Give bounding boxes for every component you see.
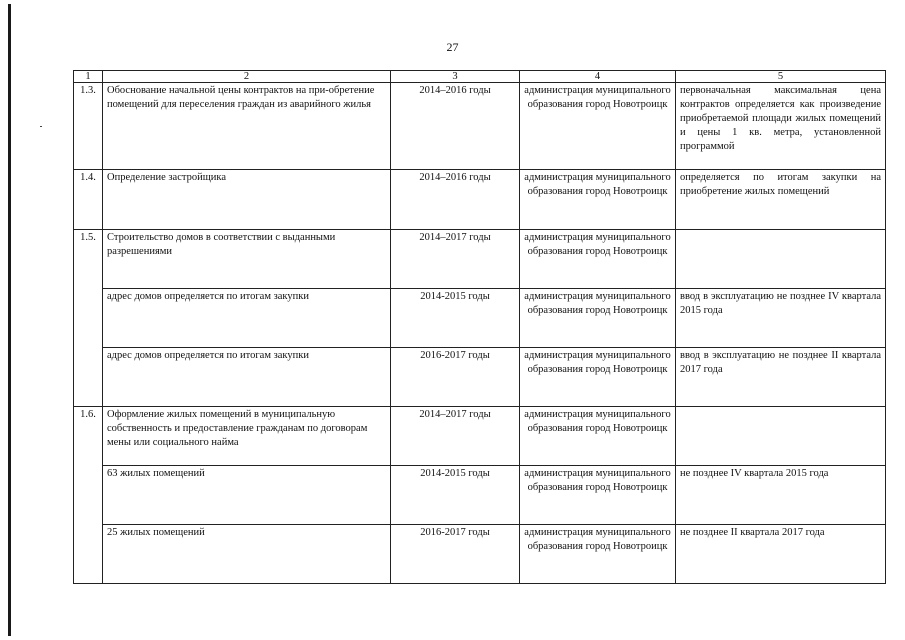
row-activity: 63 жилых помещений <box>103 466 391 525</box>
row-number: 1.5. <box>74 230 103 407</box>
row-number: 1.4. <box>74 170 103 230</box>
row-term: 2014–2016 годы <box>391 170 520 230</box>
row-activity: Определение застройщика <box>103 170 391 230</box>
table-row <box>74 407 886 466</box>
row-term: 2016-2017 годы <box>391 348 520 407</box>
col-header-3: 3 <box>391 71 520 83</box>
row-executor: администрация муниципального образования город Новотроицк <box>520 466 676 525</box>
table-row <box>74 466 886 525</box>
row-term: 2014–2017 годы <box>391 230 520 289</box>
measures-table <box>73 70 886 584</box>
row-term: 2014–2016 годы <box>391 83 520 170</box>
row-executor: администрация муниципального образования город Новотроицк <box>520 230 676 289</box>
table-row <box>74 83 886 170</box>
row-activity: адрес домов определяется по итогам закупки <box>103 289 391 348</box>
page-number: 27 <box>446 40 459 54</box>
row-result: ввод в эксплуатацию не позднее II квартала 2017 года <box>676 348 886 407</box>
table-row <box>74 525 886 584</box>
row-number: 1.6. <box>74 407 103 584</box>
row-result: определяется по итогам закупки на приобретение жилых помещений <box>676 170 886 230</box>
row-activity: 25 жилых помещений <box>103 525 391 584</box>
scan-edge-line <box>8 4 11 636</box>
row-executor: администрация муниципального образования город Новотроицк <box>520 83 676 170</box>
row-result <box>676 407 886 466</box>
row-term: 2014–2017 годы <box>391 407 520 466</box>
col-header-5: 5 <box>676 71 886 83</box>
row-executor: администрация муниципального образования город Новотроицк <box>520 407 676 466</box>
row-number: 1.3. <box>74 83 103 170</box>
scan-speck <box>40 126 42 127</box>
row-result: ввод в эксплуатацию не позднее IV квартала 2015 года <box>676 289 886 348</box>
row-result: не позднее IV квартала 2015 года <box>676 466 886 525</box>
col-header-4: 4 <box>520 71 676 83</box>
table-header-row <box>74 71 886 83</box>
row-executor: администрация муниципального образования город Новотроицк <box>520 525 676 584</box>
col-header-2: 2 <box>103 71 391 83</box>
row-activity: Оформление жилых помещений в муниципальную собственность и предоставление гражданам по договорам мены или социального найма <box>103 407 391 466</box>
row-term: 2014-2015 годы <box>391 289 520 348</box>
table-row <box>74 170 886 230</box>
row-term: 2014-2015 годы <box>391 466 520 525</box>
row-activity: адрес домов определяется по итогам закупки <box>103 348 391 407</box>
row-executor: администрация муниципального образования город Новотроицк <box>520 170 676 230</box>
row-term: 2016-2017 годы <box>391 525 520 584</box>
row-activity: Обоснование начальной цены контрактов на при-обретение помещений для переселения граждан из аварийного жилья <box>103 83 391 170</box>
row-activity: Строительство домов в соответствии с выданными разрешениями <box>103 230 391 289</box>
row-executor: администрация муниципального образования город Новотроицк <box>520 289 676 348</box>
table-row <box>74 230 886 289</box>
row-executor: администрация муниципального образования город Новотроицк <box>520 348 676 407</box>
row-result: первоначальная максимальная цена контрактов определяется как произведение приобретаемой площади жилых помещений и цены 1 кв. метра, установленной программой <box>676 83 886 170</box>
col-header-1: 1 <box>74 71 103 83</box>
table-row <box>74 348 886 407</box>
row-result: не позднее II квартала 2017 года <box>676 525 886 584</box>
row-result <box>676 230 886 289</box>
table-row <box>74 289 886 348</box>
